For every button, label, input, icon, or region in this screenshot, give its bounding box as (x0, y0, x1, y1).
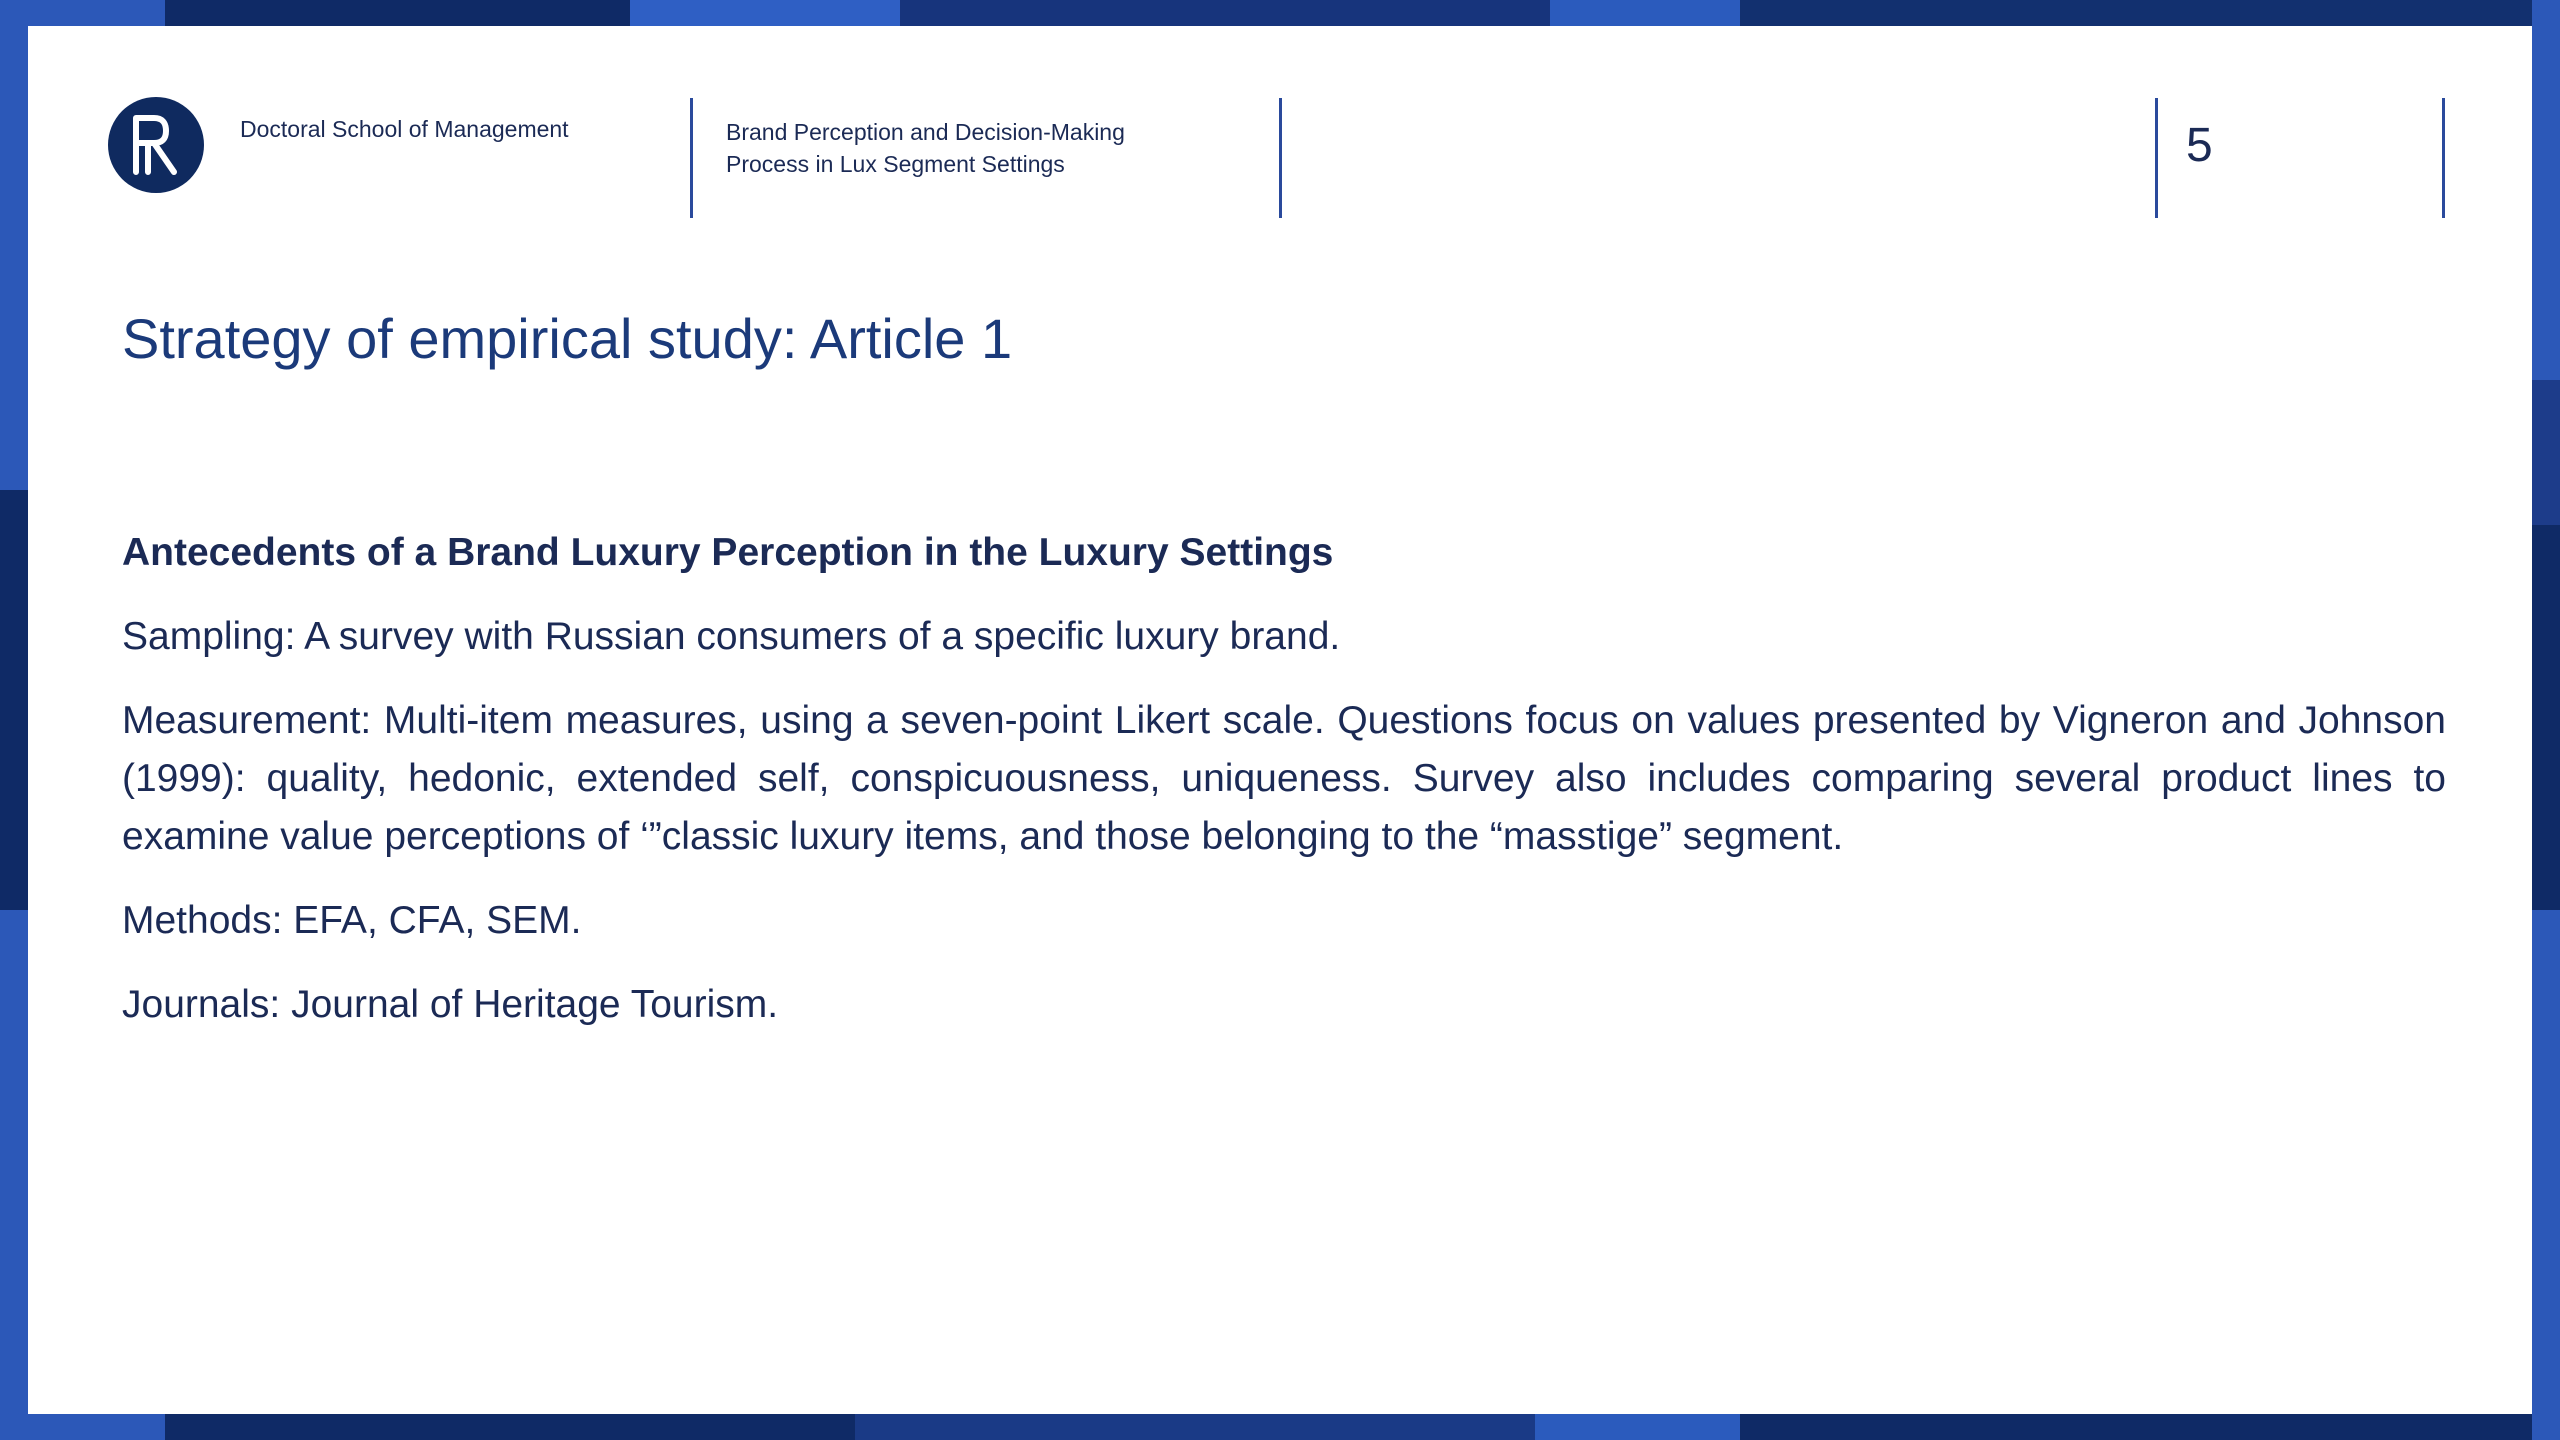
frame-band (2532, 0, 2560, 380)
university-logo-glyph (126, 110, 186, 180)
presentation-topic (726, 116, 1286, 180)
frame-band (2532, 380, 2560, 525)
journals-paragraph: Journals: Journal of Heritage Tourism. (122, 983, 779, 1026)
frame-band (900, 0, 1550, 26)
university-logo-icon (108, 97, 204, 193)
frame-band (165, 1414, 855, 1440)
header-divider (2442, 98, 2445, 218)
topic-line-2: Process in Lux Segment Settings (726, 151, 1065, 177)
header-divider (2155, 98, 2158, 218)
frame-band (630, 0, 900, 26)
header-divider (1279, 98, 1282, 218)
slide-canvas (28, 26, 2532, 1414)
frame-band (2532, 910, 2560, 1440)
frame-band (0, 910, 28, 1440)
article-heading: Antecedents of a Brand Luxury Perception in the Luxury Settings (122, 531, 1334, 574)
measurement-paragraph: Measurement: Multi-item measures, using a seven-point Likert scale. Questions focus on values presented by Vigneron and Johnson (1999): quality, hedonic, extended self, conspicuousness, uniqueness. Survey also includes comparing several product lines to examine value perceptions of ‘”classic luxury items, and those belonging to the “masstige” segment. (122, 699, 2446, 858)
frame-band (855, 1414, 1535, 1440)
frame-band (2532, 525, 2560, 910)
page-number: 5 (2186, 119, 2213, 172)
frame-band (1740, 0, 2560, 26)
slide-title: Strategy of empirical study: Article 1 (122, 307, 1013, 370)
methods-paragraph: Methods: EFA, CFA, SEM. (122, 899, 582, 942)
slide-body (122, 524, 2446, 1060)
topic-line-1: Brand Perception and Decision-Making (726, 119, 1125, 145)
frame-band (0, 490, 28, 910)
frame-band (165, 0, 630, 26)
frame-band (1550, 0, 1740, 26)
sampling-paragraph: Sampling: A survey with Russian consumers of a specific luxury brand. (122, 615, 1341, 658)
frame-band (1740, 1414, 2560, 1440)
frame-band (1535, 1414, 1740, 1440)
header-divider (690, 98, 693, 218)
frame-band (0, 0, 28, 490)
organization-name: Doctoral School of Management (240, 116, 569, 142)
